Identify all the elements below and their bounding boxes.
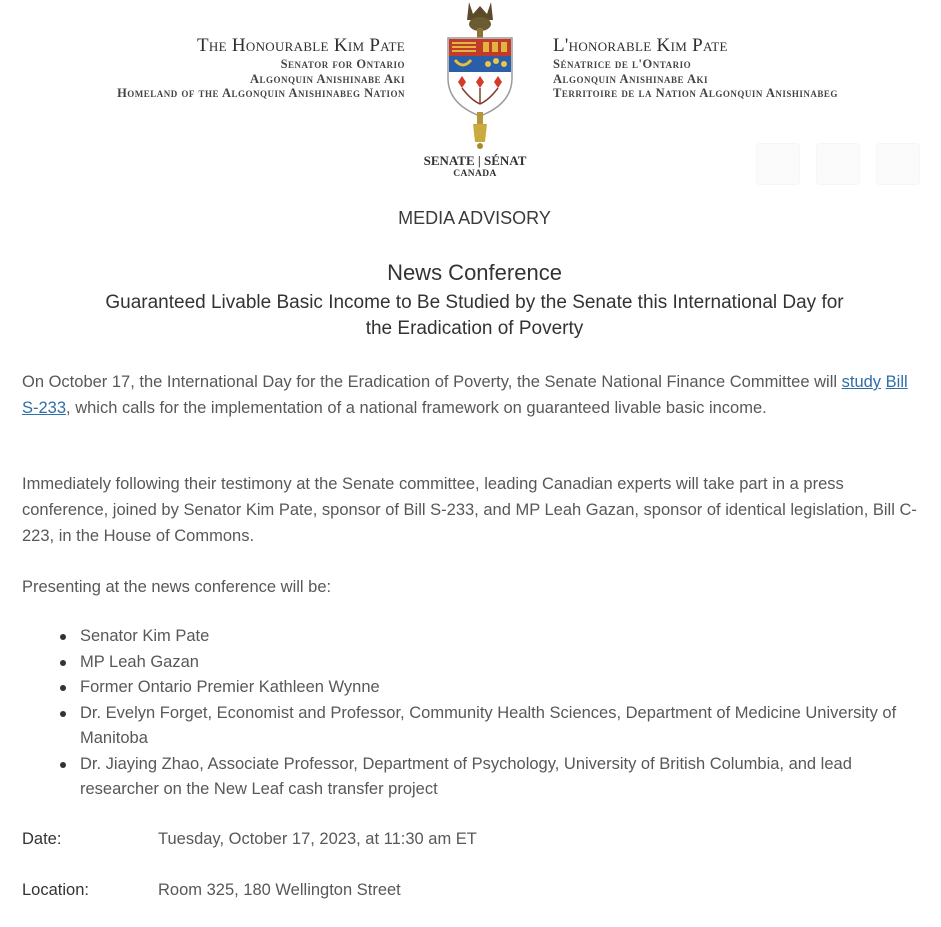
list-item xyxy=(58,624,928,650)
document-label: MEDIA ADVISORY xyxy=(398,208,551,228)
presenter-name: Former Ontario Premier Kathleen Wynne xyxy=(80,678,380,696)
senator-name-en: The Honourable Kim Pate xyxy=(197,35,405,56)
bullet-icon xyxy=(60,634,66,640)
faint-image-icon xyxy=(816,143,860,185)
page-title: News Conference xyxy=(387,260,562,285)
intro-text-before: On October 17, the International Day for the Eradication of Poverty, the Senate National Finance Committee will xyxy=(22,373,842,391)
homeland-fr: Territoire de la Nation Algonquin Anishinabeg xyxy=(553,86,838,100)
faint-overlay-icons xyxy=(756,143,920,185)
senator-name-fr: L'honorable Kim Pate xyxy=(553,35,728,56)
faint-share-icon xyxy=(876,143,920,185)
list-item xyxy=(58,701,928,752)
senator-title-fr: Sénatrice de l'Ontario xyxy=(553,57,692,71)
faint-user-icon xyxy=(756,143,800,185)
senate-crest-logo xyxy=(443,0,517,150)
presenter-name: Dr. Jiaying Zhao, Associate Professor, Department of Psychology, University of British Columbia, and lead researcher on the New Leaf cash transfer project xyxy=(80,754,852,798)
bullet-icon xyxy=(60,660,66,666)
crest-icon xyxy=(443,0,517,150)
senator-title-en: Senator for Ontario xyxy=(280,57,405,71)
date-label: Date: xyxy=(22,830,62,848)
territory-en: Algonquin Anishinabe Aki xyxy=(250,71,405,86)
presenters-intro: Presenting at the news conference will be: xyxy=(22,578,332,596)
list-item xyxy=(58,650,928,676)
senate-canada-label xyxy=(400,154,550,180)
presenter-name: Senator Kim Pate xyxy=(80,627,210,645)
letterhead-french xyxy=(553,36,838,100)
testimony-paragraph: Immediately following their testimony at the Senate committee, leading Canadian experts will take part in a press conference, joined by Senator Kim Pate, sponsor of Bill S-233, and MP Leah Gazan, sponsor of identical legislation, Bill C-223, in the House of Commons. xyxy=(22,475,917,545)
canada-wordmark: CANADA xyxy=(453,169,497,179)
list-item xyxy=(58,675,928,701)
intro-text-after: , which calls for the implementation of a national framework on guaranteed livable basic income. xyxy=(66,399,767,417)
homeland-en: Homeland of the Algonquin Anishinabeg Nation xyxy=(117,86,405,100)
presenter-name: MP Leah Gazan xyxy=(80,652,199,671)
letterhead-english xyxy=(117,36,405,100)
list-item xyxy=(58,752,928,803)
presenter-name: Dr. Evelyn Forget, Economist and Professor, Community Health Sciences, Department of Medicine University of Manitoba xyxy=(80,703,897,747)
location-value: Room 325, 180 Wellington Street xyxy=(158,881,401,899)
bullet-icon xyxy=(60,711,66,717)
presenters-list xyxy=(58,624,928,803)
bullet-icon xyxy=(60,762,66,768)
page-subtitle: Guaranteed Livable Basic Income to Be Studied by the Senate this International Day for the Eradication of Poverty xyxy=(105,292,844,339)
study-link[interactable]: study xyxy=(841,373,882,391)
date-value: Tuesday, October 17, 2023, at 11:30 am ET xyxy=(158,830,477,848)
territory-fr: Algonquin Anishinabe Aki xyxy=(553,71,708,86)
intro-paragraph xyxy=(22,369,927,421)
bullet-icon xyxy=(60,685,66,691)
bill-s233-link[interactable]: Bill S-233 xyxy=(22,373,908,417)
senate-wordmark: SENATE | SÉNAT xyxy=(423,153,527,168)
location-label: Location: xyxy=(22,881,89,899)
